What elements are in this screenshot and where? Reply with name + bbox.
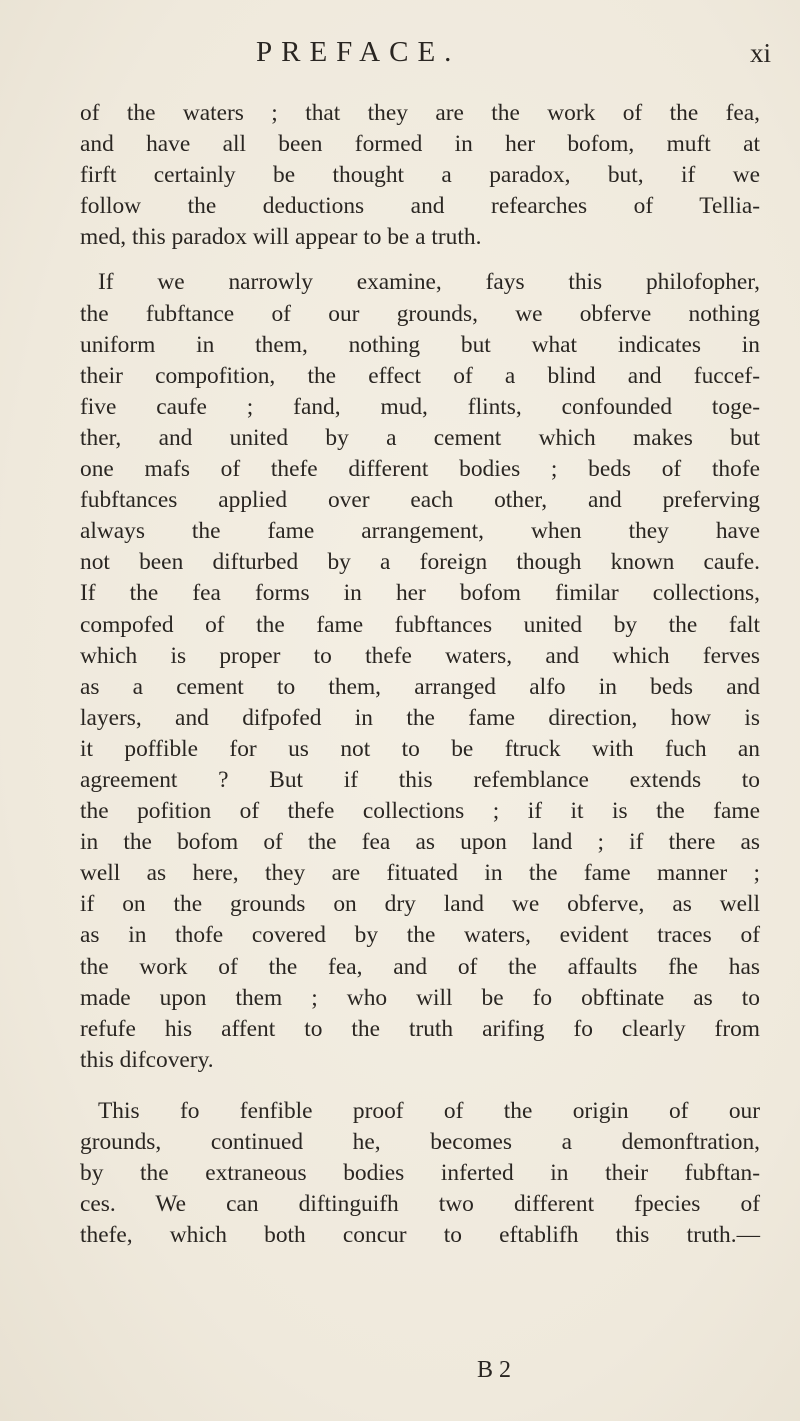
text-line: the pofition of thefe collections ; if it is the fame bbox=[80, 798, 760, 825]
text-line: agreement ? But if this refemblance extends to bbox=[80, 766, 760, 793]
body-text bbox=[80, 98, 760, 1251]
text-line: if on the grounds on dry land we obferve, as well bbox=[80, 891, 760, 918]
text-line: in the bofom of the fea as upon land ; if there as bbox=[80, 829, 760, 856]
text-line: one mafs of thefe different bodies ; beds of thofe bbox=[80, 456, 760, 483]
text-line: thefe, which both concur to eftablifh this truth.— bbox=[80, 1222, 760, 1249]
text-line: ther, and united by a cement which makes but bbox=[80, 424, 760, 451]
text-line: well as here, they are fituated in the fame manner ; bbox=[80, 860, 760, 887]
text-line: uniform in them, nothing but what indicates in bbox=[80, 331, 760, 358]
page-number: xi bbox=[750, 38, 772, 68]
paragraph bbox=[80, 267, 760, 1075]
text-line: fubftances applied over each other, and preferving bbox=[80, 487, 760, 514]
text-line: This fo fenfible proof of the origin of our bbox=[98, 1097, 760, 1124]
text-line: as a cement to them, arranged alfo in beds and bbox=[80, 673, 760, 700]
text-line: as in thofe covered by the waters, evident traces of bbox=[80, 922, 760, 949]
text-line: If we narrowly examine, fays this philofopher, bbox=[98, 269, 760, 296]
text-line: the work of the fea, and of the affaults fhe has bbox=[80, 953, 760, 980]
text-line: it poffible for us not to be ftruck with fuch an bbox=[80, 735, 760, 762]
paragraph-gap bbox=[80, 253, 760, 267]
text-line: which is proper to thefe waters, and which ferves bbox=[80, 642, 760, 669]
text-line: made upon them ; who will be fo obftinate as to bbox=[80, 984, 760, 1011]
text-line: this difcovery. bbox=[80, 1046, 214, 1073]
paragraph bbox=[80, 1096, 760, 1251]
text-line: firft certainly be thought a paradox, but, if we bbox=[80, 162, 760, 189]
text-line: and have all been formed in her bofom, muft at bbox=[80, 131, 760, 158]
text-line: not been difturbed by a foreign though known caufe. bbox=[80, 549, 760, 576]
text-line: refufe his affent to the truth arifing fo clearly from bbox=[80, 1015, 760, 1042]
text-line: layers, and difpofed in the fame direction, how is bbox=[80, 704, 760, 731]
running-header bbox=[0, 36, 800, 76]
text-line: their compofition, the effect of a blind and fuccef- bbox=[80, 362, 760, 389]
text-line: compofed of the fame fubftances united by the falt bbox=[80, 611, 760, 638]
text-line: med, this paradox will appear to be a truth. bbox=[80, 224, 482, 251]
text-line: grounds, continued he, becomes a demonftration, bbox=[80, 1129, 760, 1155]
paragraph bbox=[80, 98, 760, 253]
header-title: PREFACE. bbox=[256, 36, 461, 68]
text-line: of the waters ; that they are the work of the fea, bbox=[80, 100, 760, 126]
text-line: follow the deductions and refearches of Tellia- bbox=[80, 193, 760, 220]
text-line: the fubftance of our grounds, we obferve nothing bbox=[80, 300, 760, 327]
text-line: ces. We can diftinguifh two different fpecies of bbox=[80, 1191, 760, 1218]
text-line: If the fea forms in her bofom fimilar collections, bbox=[80, 580, 760, 607]
text-line: always the fame arrangement, when they have bbox=[80, 518, 760, 545]
text-line: five caufe ; fand, mud, flints, confounded toge- bbox=[80, 393, 760, 420]
signature-mark: B 2 bbox=[477, 1357, 512, 1383]
text-line: by the extraneous bodies inferted in their fubftan- bbox=[80, 1160, 760, 1187]
paragraph-gap bbox=[80, 1076, 760, 1096]
